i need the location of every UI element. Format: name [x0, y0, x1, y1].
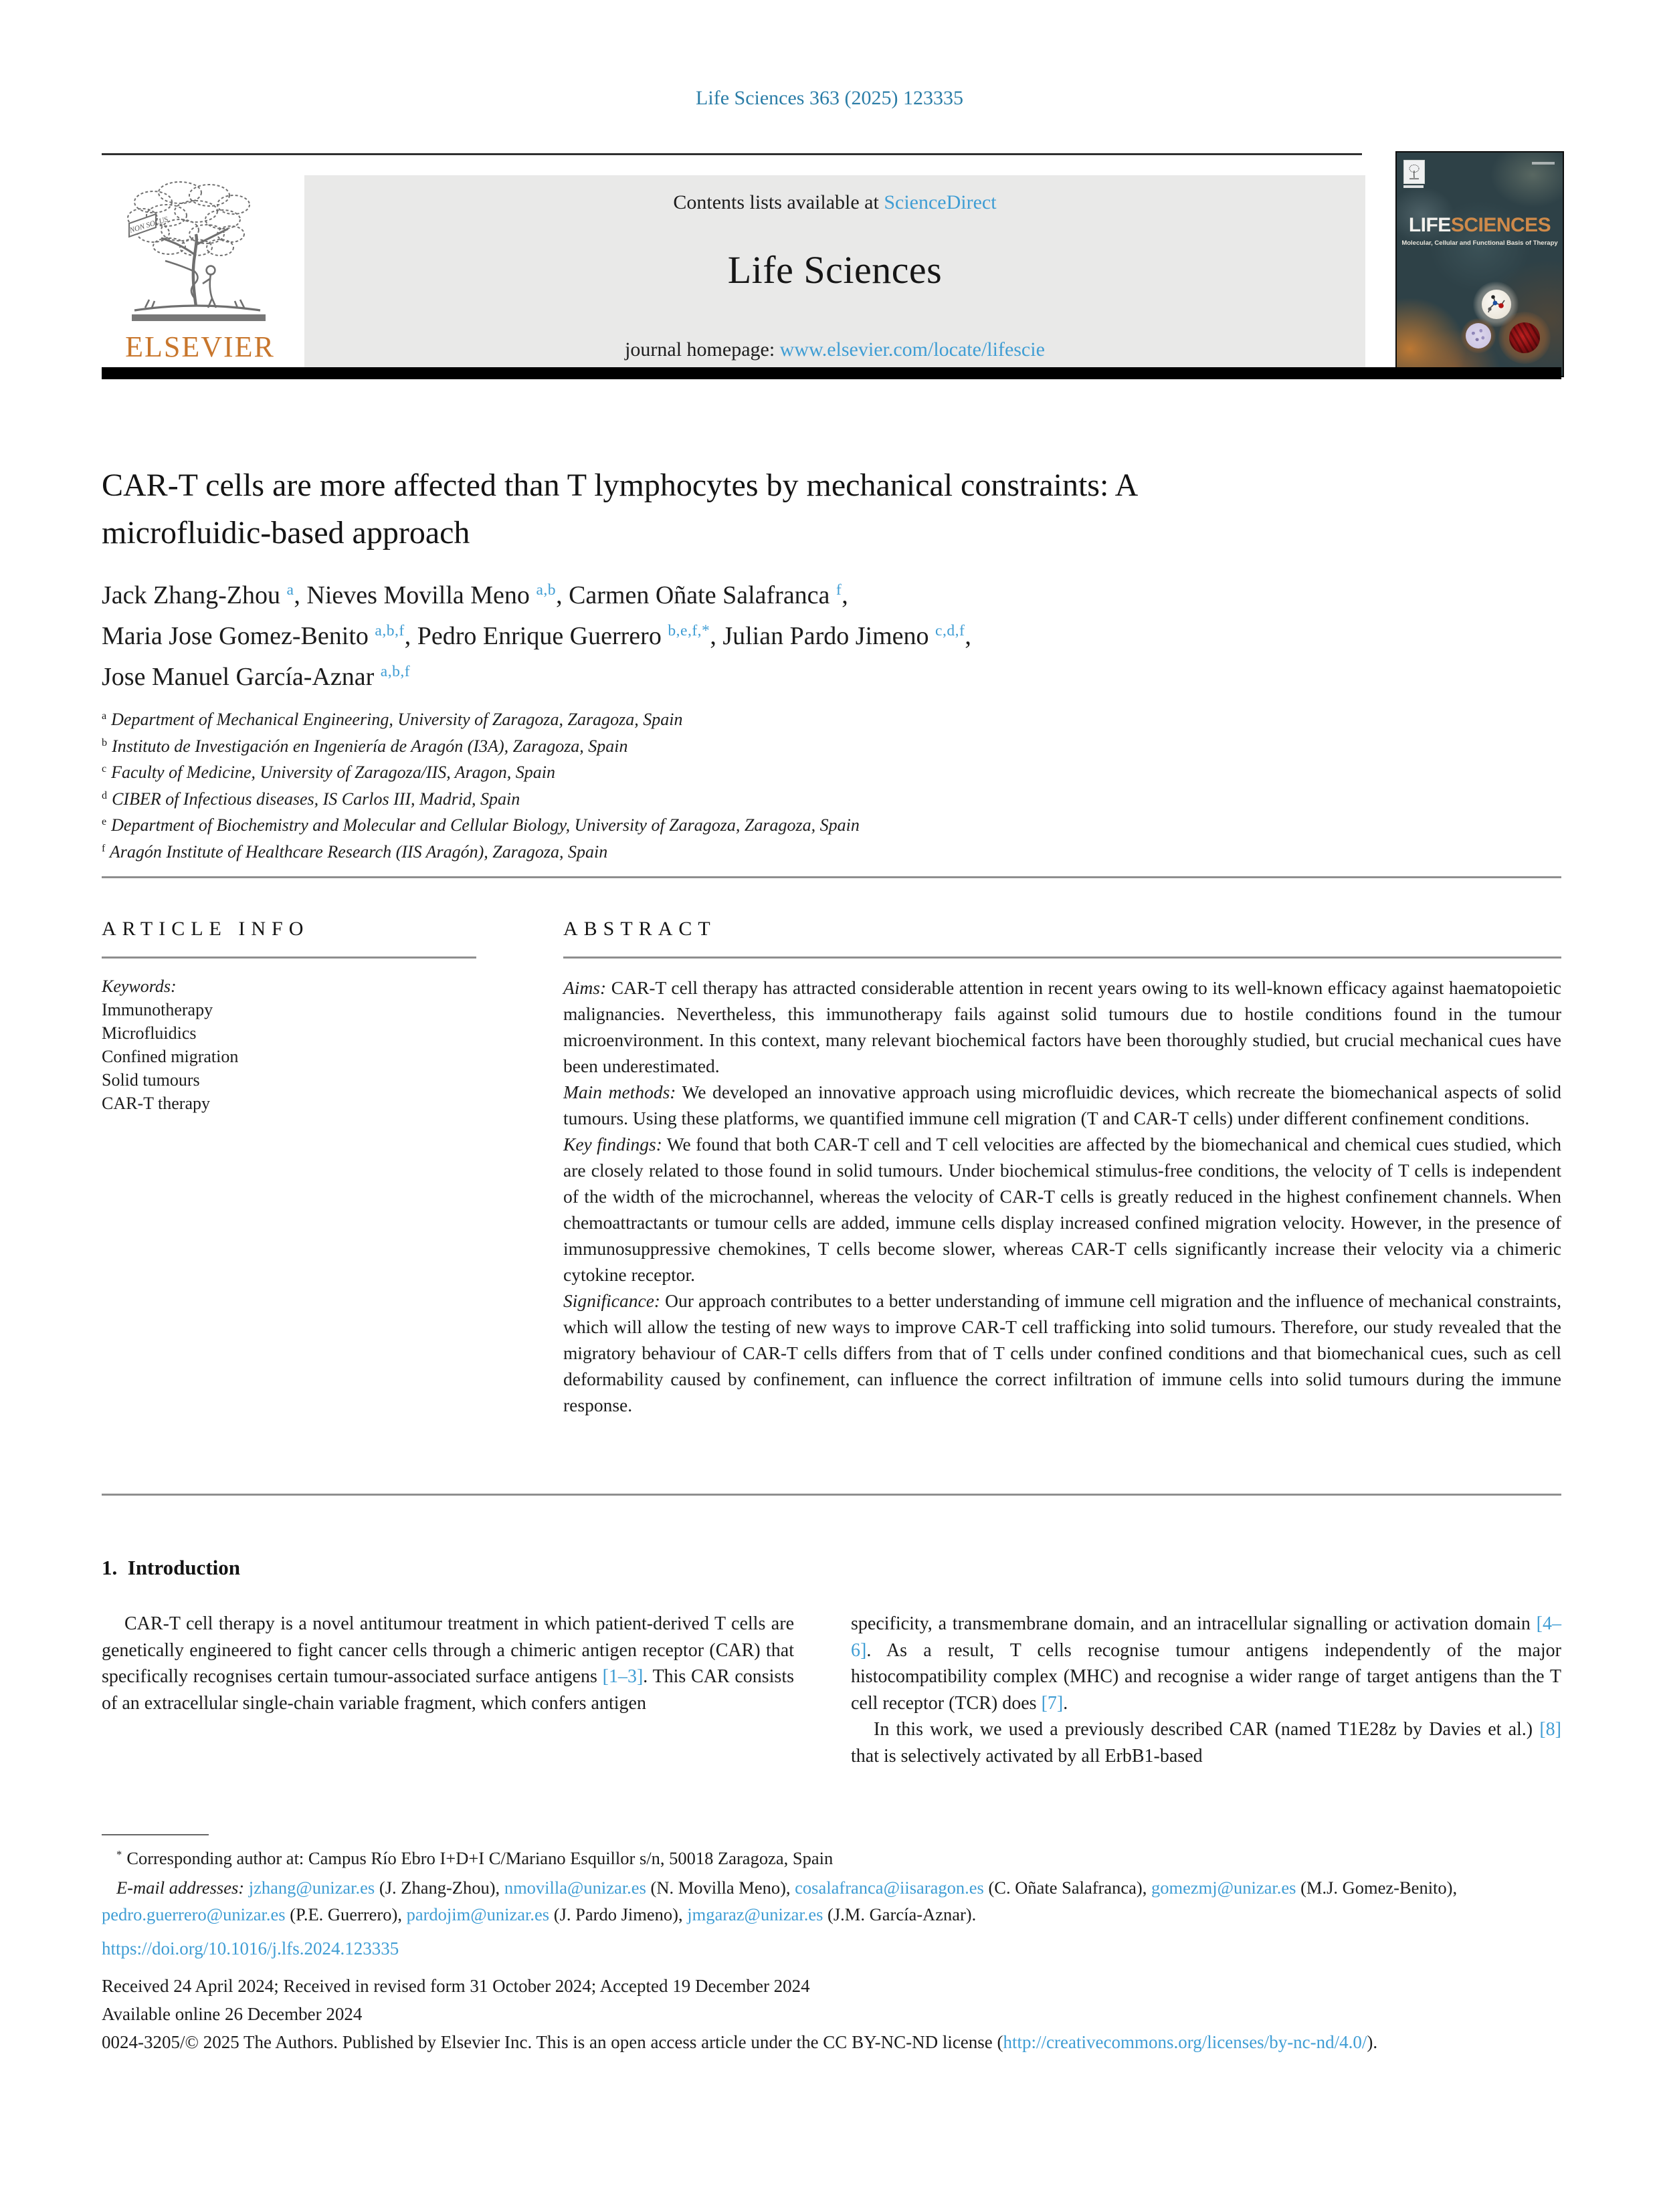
text-segment: E-mail addresses:: [116, 1878, 249, 1898]
keyword-item: Confined migration: [102, 1047, 239, 1066]
text-segment: CAR-T cell therapy has attracted considerable attention in recent years owing to its well-known efficacy against haematopoietic malignancies. Nevertheless, this immunotherapy fails against solid tumours due to hostile conditions found in the tumour microenvironment. In this context, many relevant biochemical factors have been thoroughly studied, but crucial mechanical cues have been underestimated.: [563, 977, 1561, 1076]
cover-mini-tree-icon: [1408, 164, 1420, 180]
text-segment: Aragón Institute of Healthcare Research (IIS Aragón), Zaragoza, Spain: [105, 841, 608, 862]
introduction-section: [102, 1556, 1561, 1769]
text-segment: (P.E. Guerrero),: [285, 1904, 407, 1924]
section-divider: [102, 876, 1561, 878]
inline-link[interactable]: a,b,f: [375, 622, 405, 640]
text-segment: Instituto de Investigación en Ingeniería de Aragón (I3A), Zaragoza, Spain: [107, 736, 628, 756]
license-note: [102, 2028, 1460, 2056]
inline-link[interactable]: cosalafranca@iisaragon.es: [795, 1878, 984, 1898]
author-line: [102, 577, 1473, 617]
text-segment: .: [1063, 1692, 1068, 1714]
abstract-paragraph-aims: [563, 975, 1561, 1079]
corresponding-author-note: [102, 1845, 1561, 1874]
text-segment: ,: [965, 622, 971, 650]
abstract-rule: [563, 957, 1561, 959]
text-segment: 0024-3205/© 2025 The Authors. Published by Elsevier Inc. This is an open access article under the CC BY-NC-ND license (: [102, 2032, 1003, 2052]
inline-link[interactable]: c,d,f: [935, 622, 965, 640]
cover-title-life: LIFE: [1408, 214, 1451, 236]
article-info-heading: ARTICLE INFO: [102, 918, 310, 940]
intro-paragraph: [102, 1611, 794, 1716]
inline-link[interactable]: [1–3]: [602, 1666, 644, 1687]
text-segment: We found that both CAR-T cell and T cell velocities are affected by the biomechanical and chemical cues studied, which are closely related to those found in solid tumours. Under biochemical stimulus-free conditions, the velocity of T cells is independent of the width of the microchannel, whereas the velocity of CAR-T cells is greatly reduced in the highest confinement channels. When chemoattractants or tumour cells are added, immune cells display increased confined migration velocity. However, in the presence of immunosuppressive chemokines, T cells become slower, whereas CAR-T cells significantly increase their velocity via a chimeric cytokine receptor.: [563, 1134, 1561, 1285]
text-segment: specificity, a transmembrane domain, and an intracellular signalling or activation domain: [851, 1613, 1537, 1634]
introduction-columns: [102, 1611, 1561, 1769]
journal-homepage-line: [304, 338, 1365, 361]
text-segment: ).: [1367, 2032, 1378, 2052]
author-line: [102, 617, 1473, 658]
available-online: Available online 26 December 2024: [102, 2004, 363, 2024]
cover-elsevier-mini-label: [1403, 185, 1424, 188]
text-segment: . As a result, T cells recognise tumour antigens independently of the major histocompatibility complex (MHC) and recognise a wider range of target antigens than the T cell receptor (TCR) does: [851, 1639, 1561, 1714]
cover-subtitle: Molecular, Cellular and Functional Basis of Therapy: [1401, 239, 1558, 247]
affiliation-line: [102, 734, 1473, 761]
keyword-item: Microfluidics: [102, 1023, 197, 1043]
abstract-paragraph-significance: [563, 1288, 1561, 1418]
keyword-item: CAR-T therapy: [102, 1094, 210, 1113]
section-divider: [102, 1494, 1561, 1496]
cover-elsevier-mini-logo: [1403, 160, 1425, 184]
text-segment: Corresponding author at: Campus Río Ebro I+D+I C/Mariano Esquillor s/n, 50018 Zaragoza, Spain: [122, 1848, 834, 1868]
cover-issn-text: [1532, 162, 1555, 165]
inline-link[interactable]: http://creativecommons.org/licenses/by-nc-nd/4.0/: [1003, 2032, 1367, 2052]
journal-citation: Life Sciences 363 (2025) 123335: [696, 87, 963, 109]
affiliation-list: [102, 708, 1473, 866]
article-title: CAR-T cells are more affected than T lymphocytes by mechanical constraints: A microfluidic-based approach: [102, 468, 1137, 550]
info-abstract-section: [102, 918, 1561, 1418]
cover-molecule-circle: [1482, 290, 1511, 319]
inline-link[interactable]: gomezmj@unizar.es: [1151, 1878, 1296, 1898]
keyword-item: Solid tumours: [102, 1070, 200, 1090]
author-list: [102, 577, 1473, 699]
inline-link[interactable]: jzhang@unizar.es: [248, 1878, 375, 1898]
footnote-rule: [102, 1834, 209, 1835]
cover-cells-circle: [1509, 322, 1540, 353]
text-segment: Department of Biochemistry and Molecular and Cellular Biology, University of Zaragoza, Zaragoza, Spain: [106, 815, 860, 835]
intro-paragraph: [851, 1716, 1561, 1769]
inline-link[interactable]: pedro.guerrero@unizar.es: [102, 1904, 286, 1924]
inline-link[interactable]: a: [286, 581, 294, 599]
inline-link[interactable]: https://doi.org/10.1016/j.lfs.2024.123335: [102, 1938, 399, 1958]
text-segment: *: [116, 1847, 122, 1861]
text-segment: Significance:: [563, 1290, 661, 1311]
email-addresses-note: [102, 1874, 1561, 1928]
contents-lists-line: [304, 175, 1365, 214]
text-segment: CIBER of Infectious diseases, IS Carlos III, Madrid, Spain: [107, 789, 520, 809]
text-segment: a: [102, 710, 107, 722]
text-segment: Department of Mechanical Engineering, University of Zaragoza, Zaragoza, Spain: [106, 710, 683, 729]
abstract-paragraph-methods: [563, 1079, 1561, 1131]
text-segment: e: [102, 816, 107, 828]
text-segment: Key findings:: [563, 1134, 662, 1154]
text-segment: (J.M. García-Aznar).: [823, 1904, 977, 1924]
article-info-rule: [102, 957, 476, 959]
text-segment: , Pedro Enrique Guerrero: [404, 622, 668, 650]
inline-link[interactable]: jmgaraz@unizar.es: [687, 1904, 823, 1924]
text-segment: (M.J. Gomez-Benito),: [1296, 1878, 1458, 1898]
text-segment: Contents lists available at: [673, 191, 884, 213]
intro-right-column: [851, 1611, 1561, 1769]
journal-name: Life Sciences: [727, 248, 943, 292]
inline-link[interactable]: nmovilla@unizar.es: [504, 1878, 646, 1898]
text-segment: , Carmen Oñate Salafranca: [556, 581, 836, 609]
inline-link[interactable]: b,e,f,*: [668, 622, 710, 640]
inline-link[interactable]: www.elsevier.com/locate/lifescie: [779, 338, 1045, 361]
top-rule: [102, 153, 1362, 155]
text-segment: (N. Movilla Meno),: [646, 1878, 795, 1898]
elsevier-tree-icon: [116, 175, 284, 330]
intro-left-column: [102, 1611, 794, 1769]
text-segment: journal homepage:: [625, 338, 780, 361]
text-segment: that is selectively activated by all ErbB1-based: [851, 1745, 1203, 1767]
text-segment: We developed an innovative approach using microfluidic devices, which recreate the biomechanical aspects of solid tumours. Using these platforms, we quantified immune cell migration (T and CAR-T cells) under different confinement conditions.: [563, 1082, 1561, 1128]
affiliation-line: [102, 840, 1473, 867]
footnotes-block: [102, 1845, 1561, 1928]
keywords-label: Keywords:: [102, 977, 177, 996]
affiliation-line: [102, 708, 1473, 734]
text-segment: ,: [842, 581, 848, 609]
introduction-heading: 1. Introduction: [102, 1556, 240, 1579]
cover-histology-circle: [1466, 323, 1491, 348]
affiliation-line: [102, 813, 1473, 840]
elsevier-banner-text: NON SOLUS: [128, 215, 169, 235]
text-segment: Aims:: [563, 977, 607, 998]
affiliation-line: [102, 787, 1473, 814]
inline-link[interactable]: [4–6]: [851, 1613, 1561, 1661]
abstract-heading: ABSTRACT: [563, 918, 716, 940]
text-segment: (C. Oñate Salafranca),: [983, 1878, 1151, 1898]
text-segment: Faculty of Medicine, University of Zaragoza/IIS, Aragon, Spain: [106, 763, 556, 782]
abstract-paragraph-findings: [563, 1131, 1561, 1288]
text-segment: Jack Zhang-Zhou: [102, 581, 287, 609]
text-segment: In this work, we used a previously described CAR (named T1E28z by Davies et al.): [874, 1719, 1540, 1740]
text-segment: d: [102, 789, 108, 801]
inline-link[interactable]: [7]: [1041, 1692, 1064, 1714]
journal-cover-thumbnail[interactable]: [1395, 151, 1564, 377]
text-segment: c: [102, 763, 107, 775]
inline-link[interactable]: [8]: [1539, 1719, 1561, 1740]
inline-link[interactable]: f: [836, 581, 842, 599]
text-segment: Jose Manuel García-Aznar: [102, 663, 381, 691]
elsevier-wordmark: ELSEVIER: [125, 330, 275, 363]
inline-link[interactable]: a,b: [536, 581, 557, 599]
cover-title-sciences: SCIENCES: [1450, 214, 1551, 236]
text-segment: , Nieves Movilla Meno: [294, 581, 536, 609]
text-segment: (J. Pardo Jimeno),: [549, 1904, 688, 1924]
text-segment: Maria Jose Gomez-Benito: [102, 622, 375, 650]
text-segment: CAR-T cell therapy is a novel antitumour treatment in which patient-derived T cells are genetically engineered to fight cancer cells through a chimeric antigen receptor (CAR) that specifically recognises certain tumour-associated surface antigens: [102, 1613, 794, 1687]
inline-link[interactable]: pardojim@unizar.es: [406, 1904, 550, 1924]
cover-molecule-icon: [1482, 290, 1511, 319]
article-dates-block: [102, 1972, 1561, 2028]
article-info-column: [102, 918, 476, 1418]
abstract-column: [563, 918, 1561, 1418]
doi-link: [102, 1938, 1561, 1959]
text-segment: f: [102, 842, 106, 854]
header-black-bar: [102, 367, 1561, 379]
intro-paragraph: [851, 1611, 1561, 1716]
cover-title: [1397, 214, 1563, 237]
text-segment: Our approach contributes to a better understanding of immune cell migration and the influence of mechanical constraints, which will allow the testing of new ways to improve CAR-T cell trafficking into solid tumours. Therefore, our study revealed that the migratory behaviour of CAR-T cells differs from that of T cells under confined conditions and that biomechanical cues, such as cell deformability caused by confinement, can influence the correct infiltration of immune cells into solid tumours during the immune response.: [563, 1290, 1561, 1415]
affiliation-line: [102, 761, 1473, 787]
inline-link[interactable]: ScienceDirect: [884, 191, 997, 213]
received-dates: Received 24 April 2024; Received in revised form 31 October 2024; Accepted 19 December 2024: [102, 1976, 810, 1996]
elsevier-logo-block[interactable]: [99, 175, 301, 375]
journal-header-box: [304, 175, 1365, 375]
text-segment: (J. Zhang-Zhou),: [375, 1878, 504, 1898]
keyword-item: Immunotherapy: [102, 1000, 213, 1019]
text-segment: Main methods:: [563, 1082, 676, 1102]
text-segment: b: [102, 736, 108, 748]
inline-link[interactable]: a,b,f: [380, 663, 411, 681]
author-line: [102, 658, 1473, 699]
text-segment: . This CAR consists of an extracellular single-chain variable fragment, which confers antigen: [102, 1666, 794, 1714]
text-segment: , Julian Pardo Jimeno: [710, 622, 936, 650]
